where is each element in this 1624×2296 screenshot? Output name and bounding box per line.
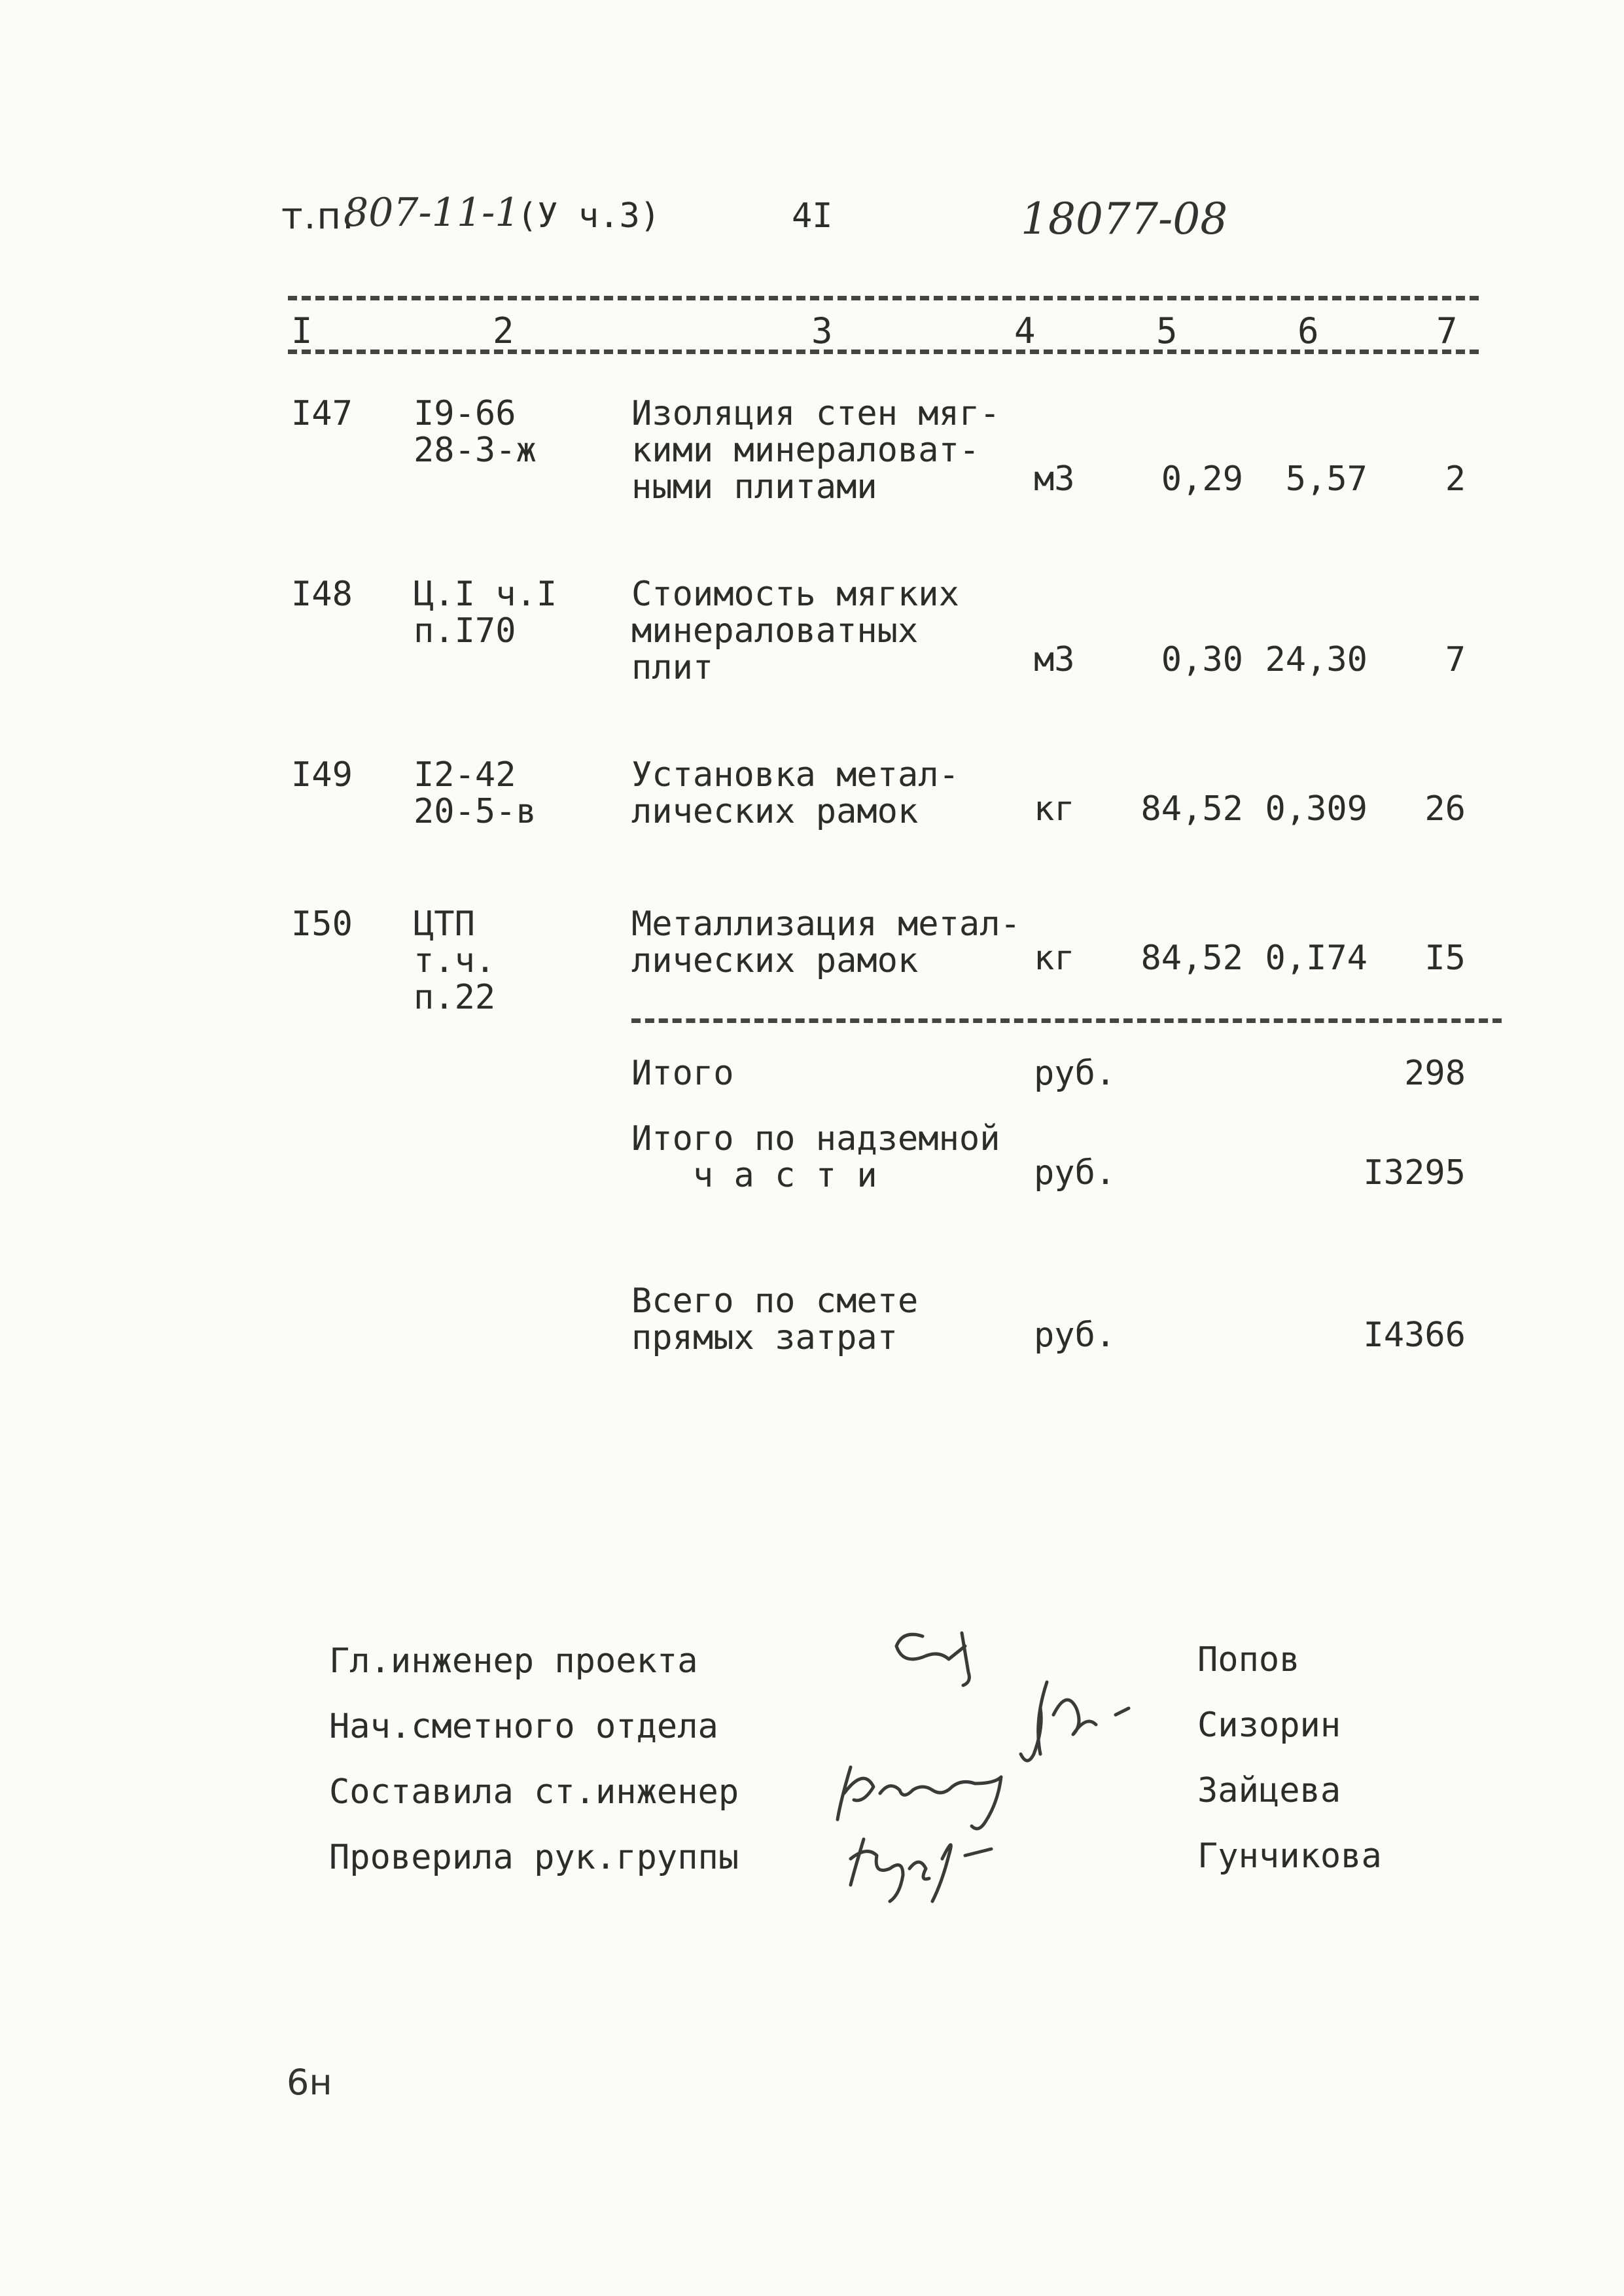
row-unit-price: 0,I74 [1265, 939, 1368, 978]
row-quantity: 0,30 [1161, 640, 1243, 679]
row-number: I49 [291, 755, 353, 795]
row-total: 7 [1445, 640, 1466, 679]
row-description: Изоляция стен мяг- кими минераловат- ными плитами [631, 394, 1000, 507]
row-number: I48 [291, 575, 353, 614]
row-reference: I2-42 20-5-в [414, 755, 537, 831]
document-number: 18077-08 [1021, 194, 1228, 244]
row-unit: кг [1034, 789, 1075, 829]
row-unit-price: 5,57 [1285, 459, 1368, 499]
row-description: Стоимость мягких минераловатных плит [631, 575, 959, 687]
total-value: I4366 [1363, 1316, 1466, 1355]
total-label: Всего по смете прямых затрат [631, 1282, 919, 1357]
row-number: I50 [291, 905, 353, 944]
row-quantity: 84,52 [1140, 789, 1243, 829]
row-reference: I9-66 28-3-ж [414, 394, 537, 470]
handwritten-signatures [824, 1597, 1165, 1937]
signature-role-senior-engineer: Составила ст.инженер [329, 1772, 739, 1812]
row-total: 26 [1424, 789, 1466, 829]
column-5-header: 5 [1156, 310, 1178, 351]
column-1-header: I [291, 310, 313, 351]
signature-role-group-lead: Проверила рук.группы [329, 1838, 739, 1877]
header-bottom-rule [288, 350, 1479, 354]
signature-role-estimate-head: Нач.сметного отдела [329, 1707, 718, 1746]
totals-rule [631, 1018, 1502, 1023]
row-total: 2 [1445, 459, 1466, 499]
column-6-header: 6 [1297, 310, 1319, 351]
row-number: I47 [291, 394, 353, 433]
total-unit: руб. [1034, 1316, 1116, 1355]
total-value: I3295 [1363, 1153, 1466, 1193]
footer-mark: 6н [287, 2062, 332, 2103]
signature-name-senior-engineer: Зайцева [1197, 1771, 1341, 1810]
row-unit-price: 24,30 [1265, 640, 1368, 679]
row-description: Установка метал- лических рамок [631, 755, 959, 831]
column-2-header: 2 [493, 310, 514, 351]
signature-name-estimate-head: Сизорин [1197, 1706, 1341, 1745]
project-part: (У ч.3) [517, 196, 661, 236]
signature-name-chief-engineer: Попов [1197, 1640, 1300, 1679]
row-reference: ЦТП т.ч. п.22 [414, 905, 496, 1017]
signature-role-chief-engineer: Гл.инженер проекта [329, 1641, 698, 1681]
project-code: 807-11-1 [344, 190, 520, 236]
row-reference: Ц.I ч.I п.I70 [414, 575, 557, 651]
project-prefix: т.п. [281, 195, 355, 238]
signature-name-group-lead: Гунчикова [1197, 1837, 1382, 1876]
header-top-rule [288, 296, 1479, 300]
row-quantity: 84,52 [1140, 939, 1243, 978]
column-7-header: 7 [1436, 310, 1458, 351]
column-3-header: 3 [811, 310, 833, 351]
row-unit: м3 [1034, 459, 1075, 499]
row-quantity: 0,29 [1161, 459, 1243, 499]
row-total: I5 [1424, 939, 1466, 978]
total-value: 298 [1404, 1054, 1466, 1093]
page-number: 4I [792, 196, 833, 236]
total-unit: руб. [1034, 1153, 1116, 1193]
column-4-header: 4 [1014, 310, 1036, 351]
total-label: Итого [631, 1054, 734, 1093]
row-unit: кг [1034, 939, 1075, 978]
row-unit-price: 0,309 [1265, 789, 1368, 829]
row-unit: м3 [1034, 640, 1075, 679]
total-label: Итого по надземной ч а с т и [631, 1119, 1000, 1195]
total-unit: руб. [1034, 1054, 1116, 1093]
row-description: Металлизация метал- лических рамок [631, 905, 1021, 980]
